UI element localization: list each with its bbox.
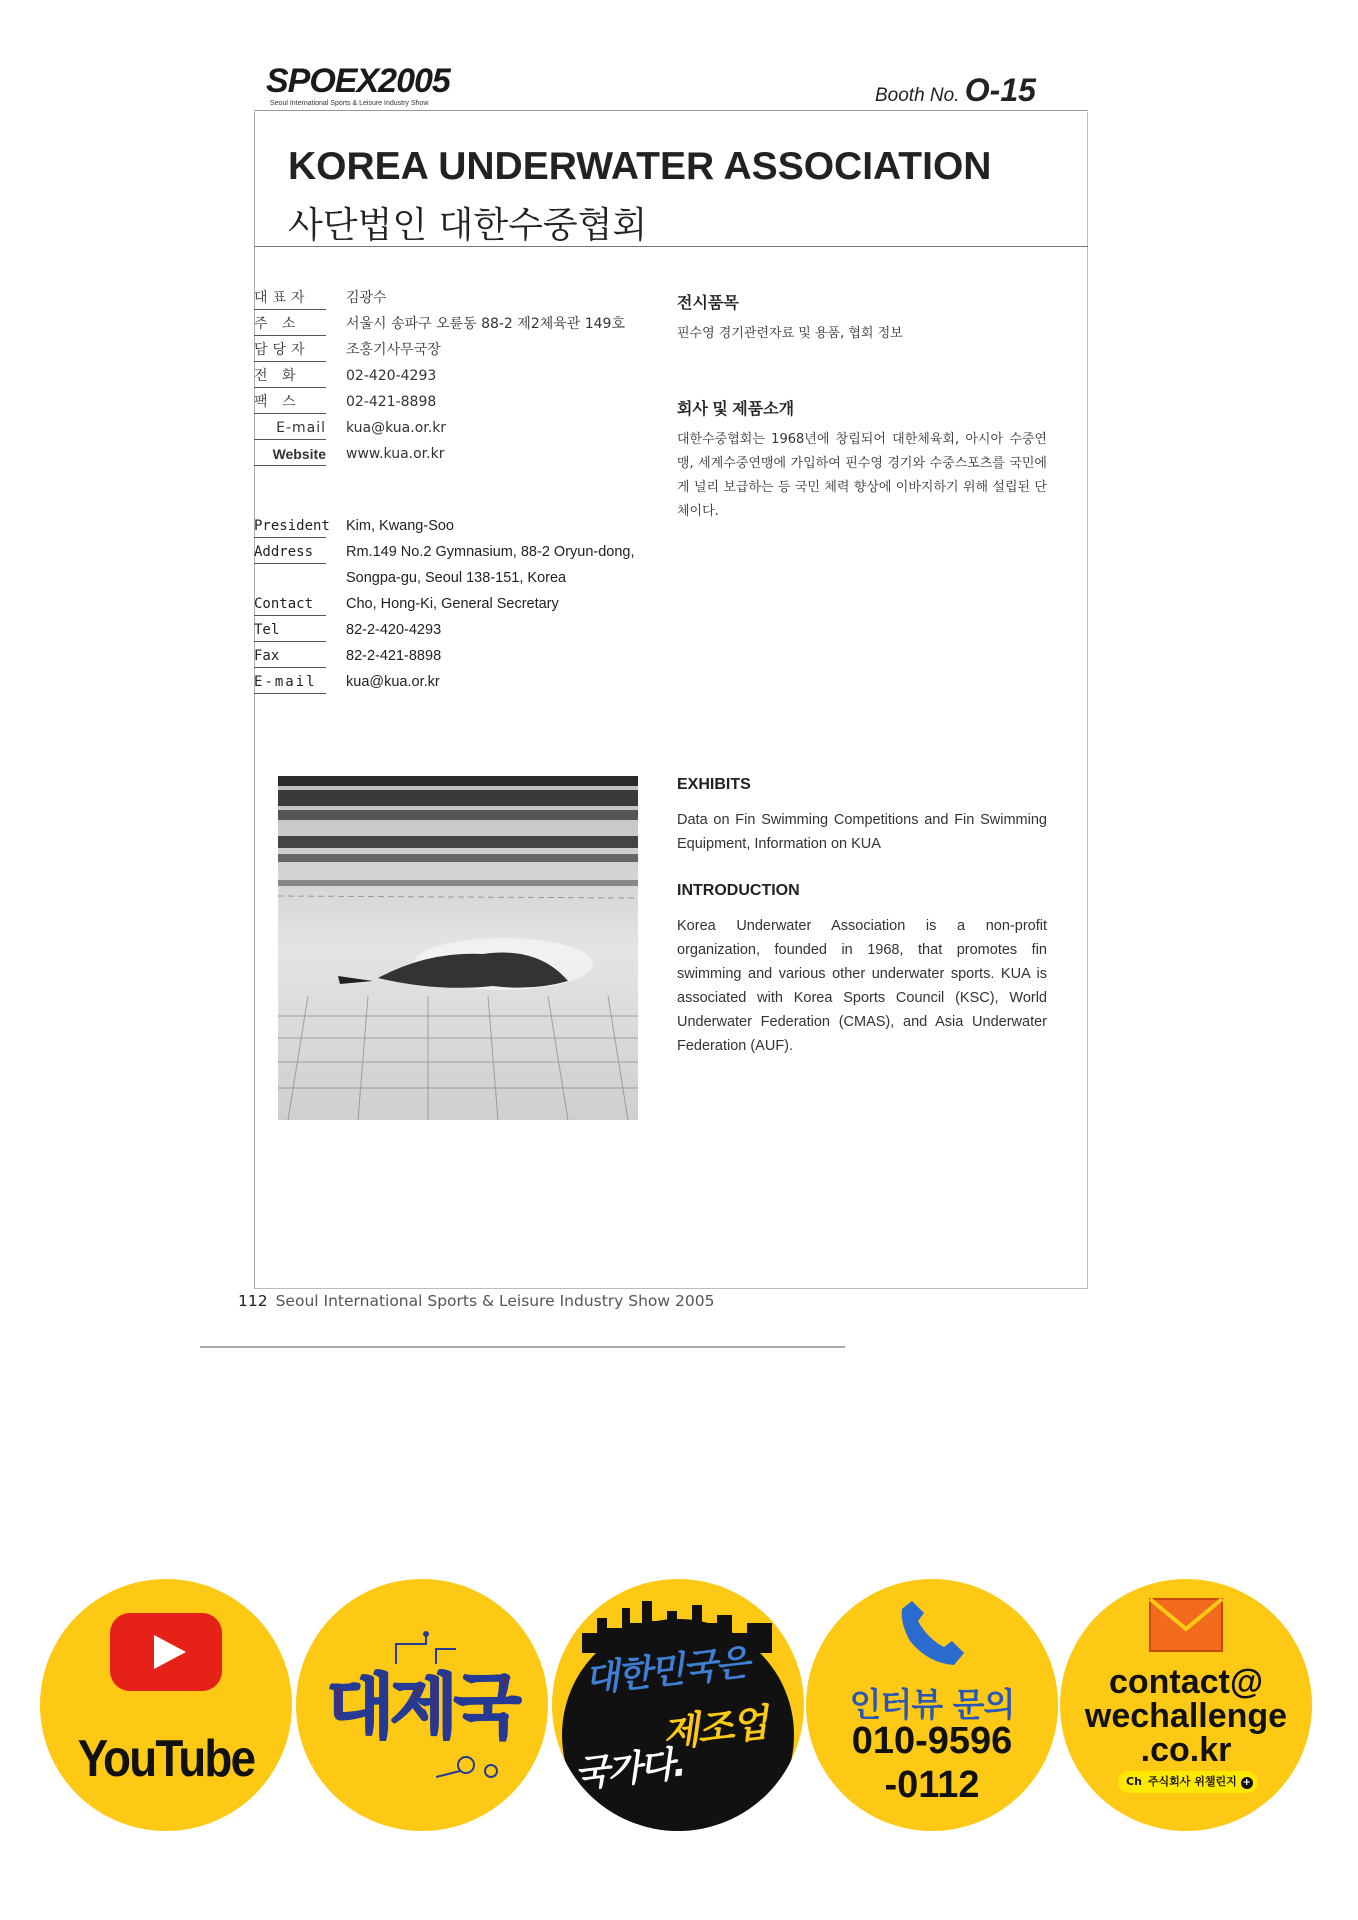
page-number: 112 [238, 1292, 268, 1310]
info-en-value: Cho, Hong-Ki, General Secretary [346, 596, 559, 612]
slogan-line2: 제조업 [660, 1700, 769, 1756]
daejeguk-label: 대제국 [326, 1666, 518, 1748]
info-en-label: Fax [254, 646, 326, 668]
booth-number [875, 72, 1036, 109]
youtube-play-icon [110, 1613, 222, 1691]
page-title-en: KOREA UNDERWATER ASSOCIATION [288, 145, 992, 188]
channel-label: 주식회사 위챌린지 [1147, 1775, 1237, 1788]
info-ko-value: 02-421-8898 [346, 394, 437, 410]
exhibits-en-text: Data on Fin Swimming Competitions and Fin Swimming Equipment, Information on KUA [677, 812, 1047, 852]
info-ko-label: Website [254, 444, 326, 466]
spoex-logo-subtitle: Seoul International Sports & Leisure Industry Show [270, 100, 429, 107]
intro-en-heading: INTRODUCTION [677, 882, 800, 899]
contact-email [1060, 1665, 1312, 1767]
info-en-label: Tel [254, 620, 326, 642]
intro-ko-heading: 회사 및 제품소개 [677, 401, 795, 418]
spoex-logo: SPOEX2005 [266, 62, 450, 100]
info-en-label: President [254, 516, 326, 538]
info-en-value: Rm.149 No.2 Gymnasium, 88-2 Oryun-dong, [346, 544, 635, 560]
intro-en-text: Korea Underwater Association is a non-profit organization, founded in 1968, that promotes fin swimming and various other underwater sports. KUA is associated with Korea Sports Council (KSC), World Underwater Federation (CMAS), and Asia Underwater Federation (AUF). [677, 918, 1047, 1054]
footer-text: Seoul International Sports & Leisure Industry Show 2005 [275, 1292, 715, 1310]
contact-circle-button[interactable] [1060, 1579, 1312, 1831]
youtube-label: YouTube [77, 1730, 255, 1788]
interview-circle-button[interactable] [806, 1579, 1058, 1831]
channel-icon: Ch [1126, 1775, 1142, 1788]
exhibits-ko-heading: 전시품목 [677, 295, 739, 312]
title-divider [254, 246, 1088, 247]
daejeguk-circle-button[interactable] [296, 1579, 548, 1831]
info-ko-value[interactable]: www.kua.or.kr [346, 446, 445, 462]
contact-email-line3: .co.kr [1140, 1731, 1232, 1769]
phone-number [806, 1719, 1058, 1807]
page-footer [238, 1292, 714, 1310]
info-en-value: 82-2-420-4293 [346, 622, 442, 638]
kakao-channel-badge[interactable] [1118, 1771, 1258, 1793]
phone-number-line2: -0112 [884, 1764, 980, 1806]
footer-divider [200, 1346, 845, 1348]
info-ko-value: 조홍기사무국장 [346, 342, 441, 358]
info-en-value: Kim, Kwang-Soo [346, 518, 454, 534]
interview-label: 인터뷰 문의 [849, 1685, 1015, 1724]
info-ko-label: 전 화 [254, 366, 326, 388]
info-ko-label: 담당자 [254, 340, 326, 362]
exhibits-en-heading: EXHIBITS [677, 776, 751, 793]
info-en-value-line2: Songpa-gu, Seoul 138-151, Korea [346, 570, 567, 586]
info-en-value: kua@kua.or.kr [346, 674, 440, 690]
manufacturing-circle-button[interactable] [552, 1579, 804, 1831]
exhibits-ko-text: 핀수영 경기관련자료 및 용품, 협회 정보 [677, 326, 903, 341]
phone-icon [898, 1597, 966, 1669]
info-en-value: 82-2-421-8898 [346, 648, 442, 664]
booth-label: Booth No. [875, 85, 960, 106]
info-en-label: Address [254, 542, 326, 564]
info-en-label: Contact [254, 594, 326, 616]
contact-email-line1: contact@ [1108, 1663, 1264, 1701]
contact-email-line2: wechallenge [1084, 1697, 1288, 1735]
youtube-circle-button[interactable] [40, 1579, 292, 1831]
info-ko-value: 02-420-4293 [346, 368, 437, 384]
info-ko-label: 팩 스 [254, 392, 326, 414]
booth-value: O-15 [964, 72, 1036, 108]
plus-icon: + [1242, 1777, 1251, 1788]
mail-icon [1148, 1597, 1224, 1653]
info-ko-label: E-mail [254, 418, 326, 440]
fin-swimming-photo [278, 776, 638, 1120]
info-ko-label: 주 소 [254, 314, 326, 336]
info-ko-value: kua@kua.or.kr [346, 420, 447, 436]
info-en-label: E-mail [254, 672, 326, 694]
slogan-line1: 대한민국은 [582, 1642, 750, 1701]
phone-number-line1: 010-9596 [851, 1720, 1013, 1762]
page-title-ko: 사단법인 대한수중협회 [288, 205, 648, 246]
header-divider [254, 110, 1088, 111]
info-ko-value: 김광수 [346, 290, 387, 306]
intro-ko-text: 대한수중협회는 1968년에 창립되어 대한체육회, 아시아 수중연맹, 세계수중연맹에 가입하여 핀수영 경기와 수중스포츠를 국민에게 널리 보급하는 등 국민 체력 향상에 이바지하기 위해 설립된 단체이다. [677, 432, 1047, 519]
info-ko-label: 대표자 [254, 288, 326, 310]
info-ko-value: 서울시 송파구 오륜동 88-2 제2체육관 149호 [346, 316, 625, 332]
gear-decoration-icon [436, 1747, 516, 1787]
slogan-line3: 국가다. [572, 1743, 687, 1796]
